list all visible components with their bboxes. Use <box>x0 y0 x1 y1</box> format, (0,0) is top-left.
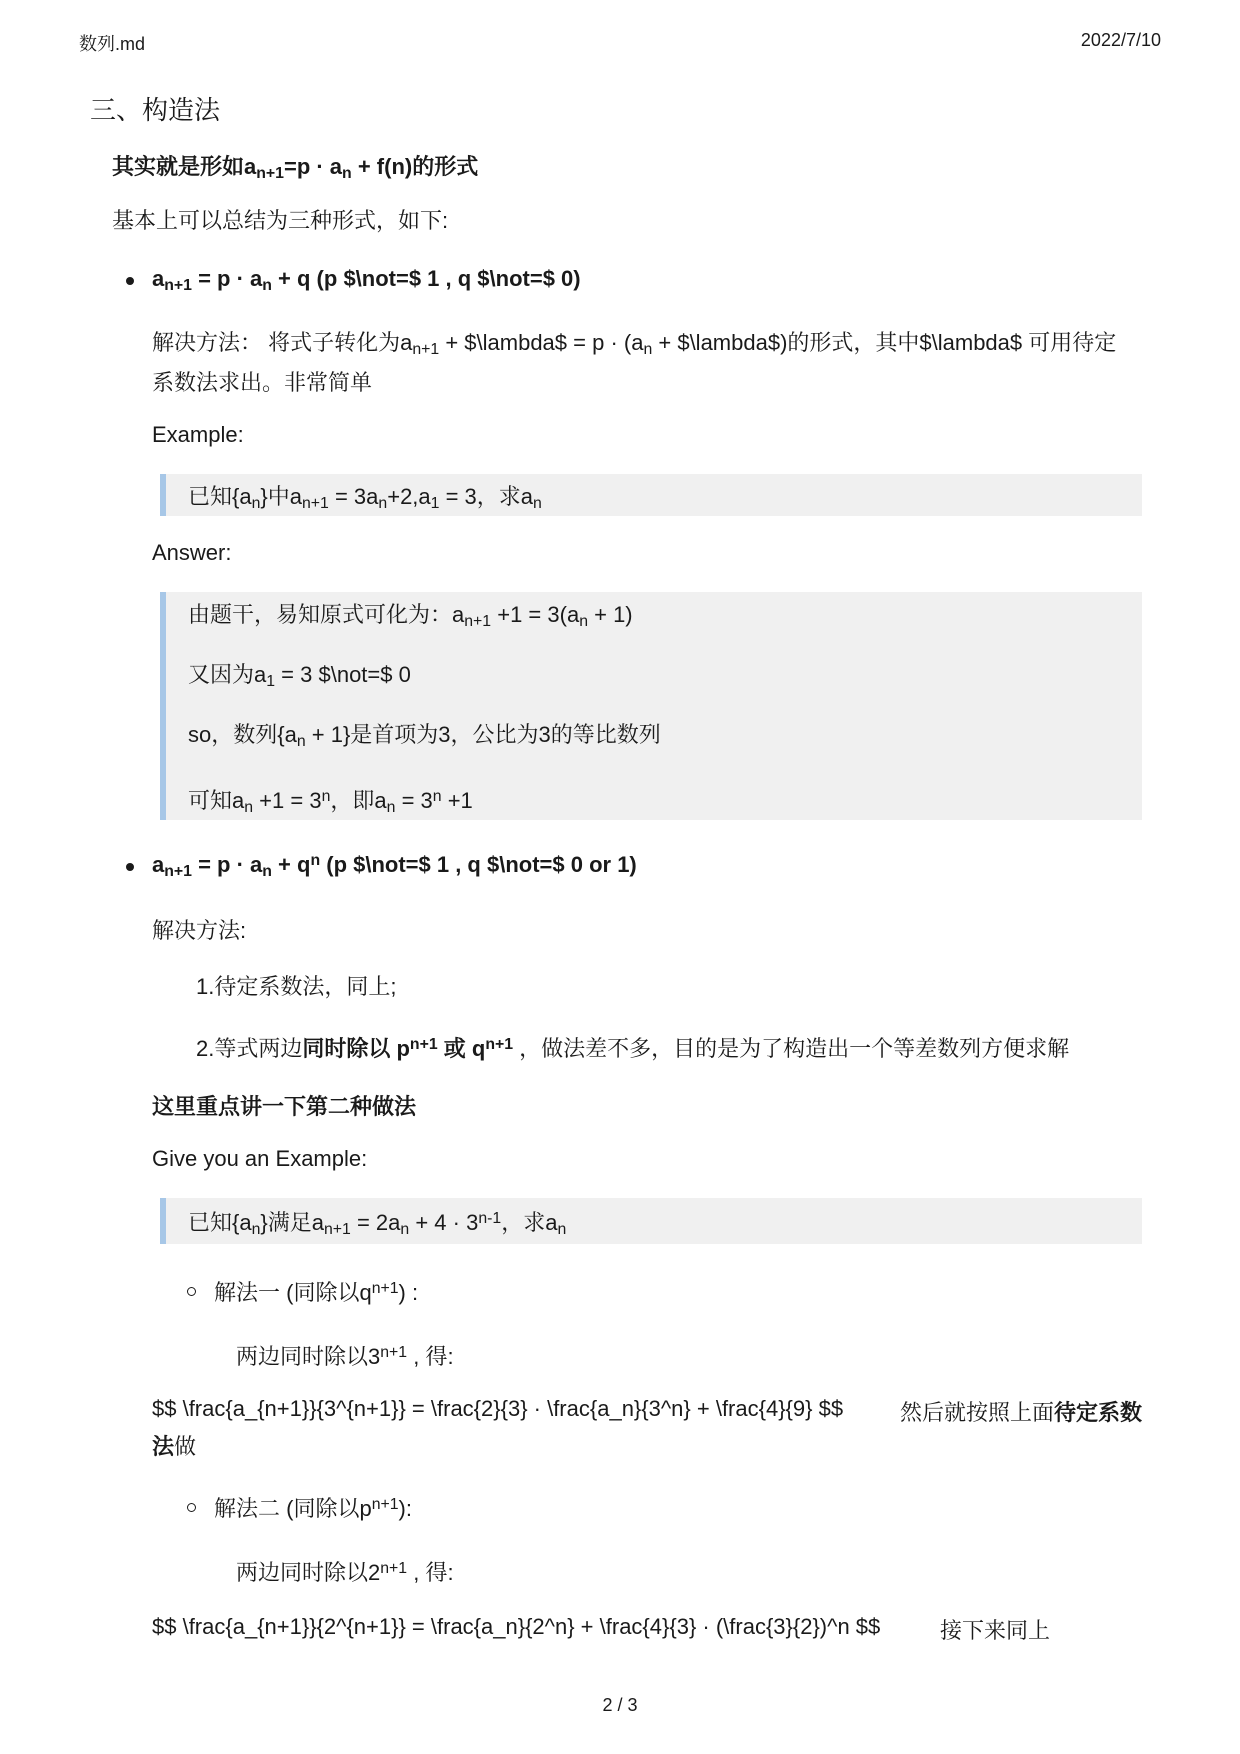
sol1-title: 解法一 (同除以$q^{n+1}$) : <box>214 1279 419 1305</box>
bullet-icon <box>126 277 134 285</box>
form2-focus: 这里重点讲一下第二种做法 <box>152 1094 417 1119</box>
sol1-formula: $$ \frac{a_{n+1}}{3^{n+1}} = \frac{2}{3} · \frac{a_n}{3^n} + \frac{4}{9} $$ <box>152 1396 844 1421</box>
form1-example-label: Example: <box>152 422 244 447</box>
form2-step1: 1.待定系数法，同上; <box>196 974 397 999</box>
sol2-title: 解法二 (同除以$p^{n+1}$): <box>214 1495 412 1521</box>
page-number: 2 / 3 <box>602 1695 638 1715</box>
sol2-desc: 两边同时除以$2^{n+1}$ , 得: <box>236 1559 454 1585</box>
form2-title: $a_{n+1} = p \cdot a_n + q^n$ (p $\not=$ 1 , q $\not=$ 0 or 1) <box>152 851 637 880</box>
circle-bullet-icon <box>187 1503 196 1512</box>
bullet-icon <box>126 863 134 871</box>
form1-method-line2: 系数法求出。非常简单 <box>152 370 373 395</box>
form2-step2: 2.等式两边同时除以 $p^{n+1}$ 或 $q^{n+1}$ ，做法差不多，目的是为了构造出一个等差数列方便求解 <box>196 1035 1070 1061</box>
form1-method-line1: 解决方法： 将式子转化为$a_{n+1}$ + $\lambda$ = $p \cdot (a_n$ + $\lambda$)的形式，其中$\lambda$ 可用待定 <box>152 330 1117 358</box>
form2-example-quote <box>160 1198 1142 1244</box>
form1-answer-label: Answer: <box>152 540 232 565</box>
sol1-desc: 两边同时除以$3^{n+1}$ , 得: <box>236 1343 454 1369</box>
answer-line-3: so，数列$\{a_n + 1\}$是首项为3，公比为3的等比数列 <box>188 722 661 750</box>
sol1-note-cont: 法做 <box>152 1434 197 1459</box>
section-heading: 三、构造法 <box>90 95 221 125</box>
answer-line-1: 由题干，易知原式可化为：$a_{n+1} +1 = 3(a_n + 1)$ <box>188 602 633 630</box>
form1-example-quote <box>160 474 1142 516</box>
answer-line-2: 又因为$a_1 = 3$ $\not=$ 0 <box>188 662 411 690</box>
summary-text: 基本上可以总结为三种形式，如下: <box>112 208 449 233</box>
form1-example-text: 已知$\{a_n\}$中$a_{n+1} = 3a_n+2,a_1 = 3$，求$a_n$ <box>188 484 542 512</box>
form2-example-text: 已知$\{a_n\}$满足$a_{n+1} = 2a_n + 4 \cdot 3^{n-1}$，求$a_n$ <box>188 1209 567 1238</box>
intro-bold-line: 其实就是形如$a_{n+1}=p \cdot a_n + f(n)$的形式 <box>112 154 479 182</box>
form2-example-label: Give you an Example: <box>152 1146 368 1171</box>
form2-method-label: 解决方法: <box>152 918 247 943</box>
header-filename: 数列.md <box>79 34 146 54</box>
sol2-note: 接下来同上 <box>940 1618 1051 1643</box>
answer-line-4: 可知$a_n +1 = 3^n$，即$a_n = 3^n +1$ <box>188 787 473 816</box>
sol1-note: 然后就按照上面待定系数 <box>900 1400 1143 1425</box>
header-date: 2022/7/10 <box>1080 30 1161 50</box>
sol2-formula: $$ \frac{a_{n+1}}{2^{n+1}} = \frac{a_n}{2^n} + \frac{4}{3} · (\frac{3}{2})^n $$ <box>152 1614 881 1639</box>
form1-answer-quote <box>160 592 1142 820</box>
form1-title: $a_{n+1} = p \cdot a_n + q$ (p $\not=$ 1 , q $\not=$ 0) <box>152 266 581 294</box>
circle-bullet-icon <box>187 1287 196 1296</box>
